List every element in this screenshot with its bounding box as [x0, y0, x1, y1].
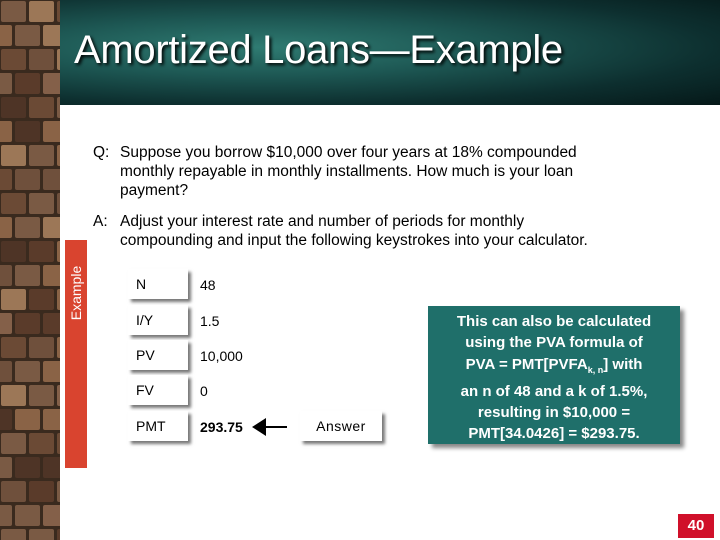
brick — [0, 361, 12, 382]
key-value-iy: 1.5 — [200, 313, 220, 329]
brick — [15, 457, 40, 478]
key-value-pv: 10,000 — [200, 348, 243, 364]
key-value-n: 48 — [200, 277, 216, 293]
note-subscript: k, n — [587, 364, 604, 375]
note-line: using the PVA formula of — [465, 334, 643, 352]
brick — [0, 313, 12, 334]
answer-callout-label: Answer — [316, 418, 366, 434]
note-line: resulting in $10,000 = — [477, 404, 631, 422]
title-banner — [60, 0, 720, 105]
question-tag: Q: — [93, 144, 110, 161]
brick — [29, 481, 54, 502]
brick — [43, 457, 60, 478]
brick — [29, 97, 54, 118]
key-label: I/Y — [136, 312, 154, 328]
brick — [0, 217, 12, 238]
brick — [1, 145, 26, 166]
key-label: PMT — [136, 418, 166, 434]
answer-line: Adjust your interest rate and number of periods for monthly — [120, 213, 525, 230]
brick — [1, 289, 26, 310]
brick — [15, 121, 40, 142]
key-value-fv: 0 — [200, 383, 208, 399]
key-pmt — [128, 411, 188, 441]
key-label: FV — [136, 382, 154, 398]
brick — [0, 409, 12, 430]
brick — [0, 73, 12, 94]
key-value-pmt: 293.75 — [200, 419, 243, 435]
note-line: an n of 48 and a k of 1.5%, — [460, 382, 648, 400]
note-line: This can also be calculated — [456, 313, 652, 330]
brick — [29, 529, 54, 540]
note-text: PVA = PMT[PVFA — [465, 355, 588, 373]
brick — [43, 25, 60, 46]
brick — [29, 1, 54, 22]
answer-line: compounding and input the following keystrokes into your calculator. — [120, 232, 588, 249]
brick — [1, 433, 26, 454]
key-label: PV — [136, 347, 155, 363]
brick — [15, 265, 40, 286]
brick — [0, 169, 12, 190]
side-label-holder — [65, 240, 87, 346]
brick — [15, 25, 40, 46]
brick — [15, 409, 40, 430]
question-line: monthly repayable in monthly installments. How much is your loan — [120, 163, 574, 180]
brick — [0, 457, 12, 478]
brick — [1, 529, 26, 540]
brick — [29, 433, 54, 454]
note-text: ] with — [603, 355, 643, 373]
brick — [1, 193, 26, 214]
brick — [43, 361, 60, 382]
answer-block — [93, 212, 693, 252]
brick — [1, 1, 26, 22]
side-label: Example — [68, 265, 84, 321]
key-pv — [128, 340, 188, 370]
key-fv — [128, 375, 188, 405]
brick — [43, 169, 60, 190]
key-n — [128, 269, 188, 299]
slide-title: Amortized Loans—Example — [74, 28, 563, 72]
brick — [15, 361, 40, 382]
brick — [0, 25, 12, 46]
answer-callout — [300, 411, 382, 441]
brick — [29, 289, 54, 310]
brick — [15, 217, 40, 238]
key-label: N — [136, 276, 147, 292]
brick — [43, 73, 60, 94]
brick — [1, 337, 26, 358]
brick — [43, 409, 60, 430]
key-iy — [128, 305, 188, 335]
question-text — [120, 143, 680, 200]
page-number-badge — [678, 514, 714, 538]
brick — [43, 313, 60, 334]
brick — [29, 49, 54, 70]
question-block — [93, 143, 693, 201]
brick — [15, 73, 40, 94]
brick — [43, 505, 60, 526]
brick — [43, 265, 60, 286]
pva-formula-note — [428, 306, 680, 444]
answer-tag: A: — [93, 213, 108, 230]
brick — [1, 241, 26, 262]
brick — [29, 241, 54, 262]
side-tab — [65, 240, 87, 468]
brick — [1, 385, 26, 406]
answer-text — [120, 212, 680, 250]
note-line: PMT[34.0426] = $293.75. — [468, 425, 640, 443]
page-number: 40 — [687, 517, 705, 534]
brick — [29, 385, 54, 406]
note-line-formula — [428, 354, 680, 381]
brick — [29, 193, 54, 214]
brick — [1, 97, 26, 118]
question-line: payment? — [120, 182, 189, 199]
brick — [0, 265, 12, 286]
brick — [43, 217, 60, 238]
brick — [29, 145, 54, 166]
brick — [15, 169, 40, 190]
brick — [0, 121, 12, 142]
left-arrow-icon — [252, 418, 266, 436]
brick — [29, 337, 54, 358]
footer — [60, 510, 720, 540]
brick — [15, 505, 40, 526]
brick — [43, 121, 60, 142]
brick — [1, 49, 26, 70]
brick — [1, 481, 26, 502]
brick-wall-decoration — [0, 0, 60, 540]
brick — [0, 505, 12, 526]
brick — [15, 313, 40, 334]
question-line: Suppose you borrow $10,000 over four years at 18% compounded — [120, 144, 577, 161]
